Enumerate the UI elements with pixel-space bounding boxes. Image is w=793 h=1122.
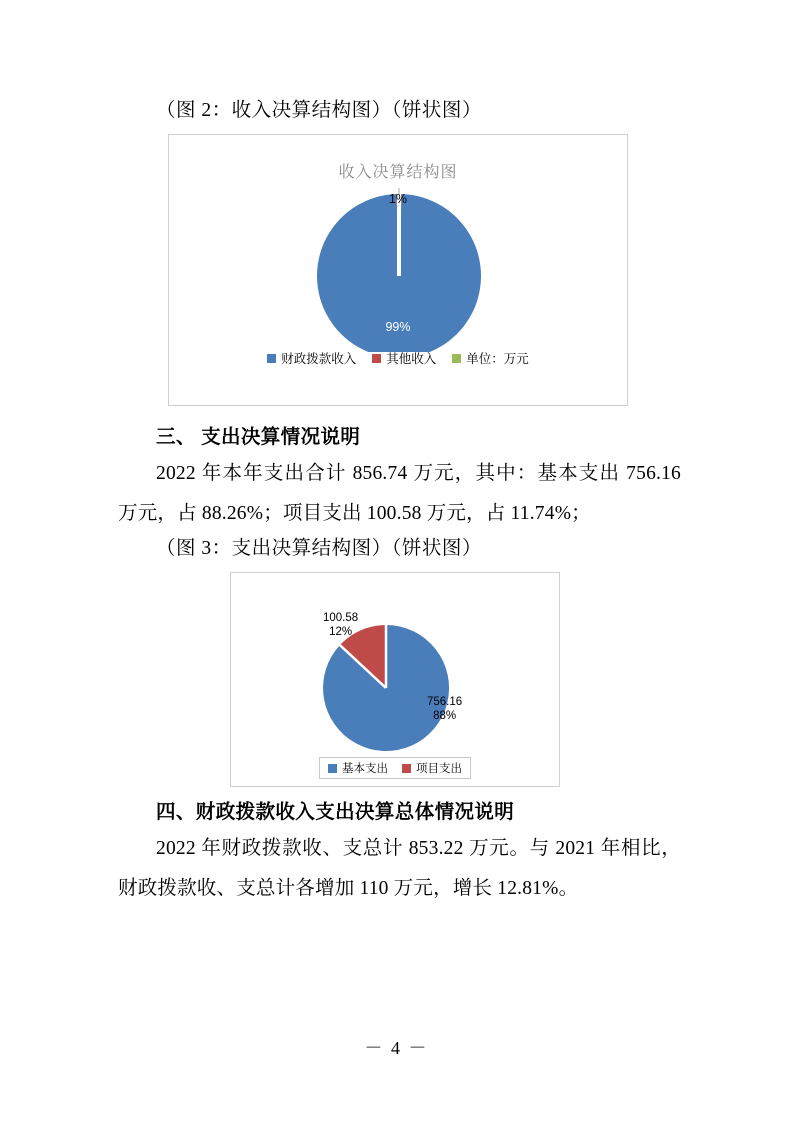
section-heading-fiscal-total: 四、财政拨款收入支出决算总体情况说明 [156, 802, 515, 823]
legend-item-basic-expenditure [328, 760, 388, 776]
section4-paragraph: 2022 年财政拨款收、支总计 853.22 万元。与 2021 年相比，财政拨款收、支总计各增加 110 万元，增长 12.81%。 [118, 838, 681, 899]
legend-swatch-icon [267, 354, 276, 363]
figure3-caption: （图 3：支出决算结构图）（饼状图） [156, 538, 482, 559]
legend-item-other-income [372, 349, 436, 367]
legend-item-fiscal-income [267, 349, 356, 367]
legend-label: 项目支出 [416, 763, 462, 775]
pie-chart-expenditure [231, 573, 559, 753]
legend-swatch-icon [372, 354, 381, 363]
legend-swatch-icon [328, 764, 337, 773]
legend-swatch-icon [402, 764, 411, 773]
chart-legend-expenditure [231, 757, 559, 779]
page-number: － 4 － [364, 1038, 429, 1058]
pie-label-basic-pct: 88% [433, 710, 457, 722]
chart-legend-income [169, 349, 627, 367]
pie-label-fiscal-income: 99% [385, 320, 411, 334]
pie-label-project-value: 100.58 [323, 612, 359, 624]
section3-paragraph: 2022 年本年支出合计 856.74 万元，其中：基本支出 756.16 万元，占 88.26%；项目支出 100.58 万元，占 11.74%； [118, 463, 681, 524]
pie-label-basic-value: 756.16 [427, 696, 463, 708]
pie-svg-expenditure [231, 573, 561, 753]
pie-label-other-income: 1% [388, 192, 408, 206]
pie-label-project-pct: 12% [329, 626, 353, 638]
section-heading-expenditure: 三、 支出决算情况说明 [156, 427, 361, 448]
legend-swatch-icon [452, 354, 461, 363]
legend-item-unit [452, 349, 529, 367]
legend-label: 其他收入 [386, 352, 437, 366]
legend-box [319, 757, 471, 779]
figure2-chart-income-structure [168, 134, 628, 406]
legend-label: 财政拨款收入 [281, 352, 357, 366]
chart-title-income: 收入决算结构图 [338, 164, 458, 181]
pie-label-project-expenditure [323, 611, 358, 639]
figure3-chart-expenditure-structure [230, 572, 560, 787]
pie-chart-income [169, 182, 627, 352]
legend-item-project-expenditure [402, 760, 462, 776]
legend-label: 基本支出 [342, 763, 388, 775]
figure2-caption: （图 2：收入决算结构图）（饼状图） [156, 100, 482, 121]
pie-label-basic-expenditure [427, 695, 462, 723]
legend-label: 单位：万元 [466, 352, 529, 366]
